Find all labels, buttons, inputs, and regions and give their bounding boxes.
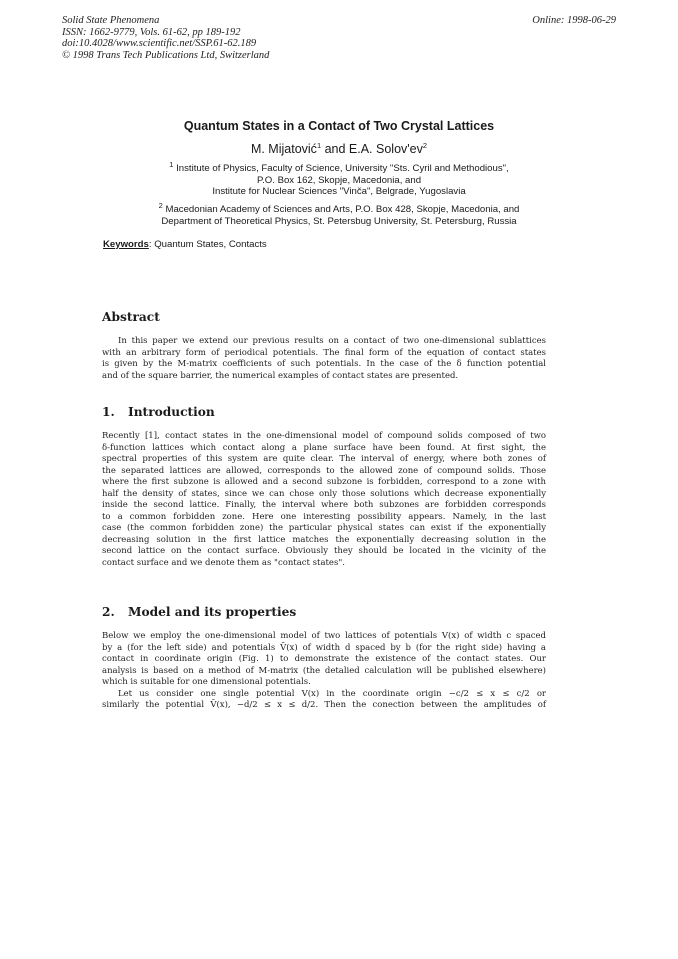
author-1: M. Mijatović — [250, 142, 317, 156]
issn-line: ISSN: 1662-9779, Vols. 61-62, pp 189-192 — [62, 26, 241, 38]
text-line: In this paper we extend our previous results on a contact of two one-dimensional sublattices — [118, 336, 546, 346]
section-number: 2. — [102, 605, 115, 619]
affiliation-1-line: Institute for Nuclear Sciences "Vinča", Belgrade, Yugoslavia — [212, 186, 466, 198]
text-line: inside the second lattice. Finally, the interval where both subzones are forbidden corresponds — [102, 500, 546, 510]
affiliation-1 — [0, 159, 678, 198]
text-line: contact surface and we denote them as "contact states". — [102, 557, 345, 568]
affiliation-2-line: Department of Theoretical Physics, St. Petersbug University, St. Petersburg, Russia — [161, 215, 517, 227]
section-title: Introduction — [128, 405, 215, 419]
text-line: spectral properties of this system are quite clear. The interval of energy, where both zones of — [102, 454, 546, 464]
online-date: Online: 1998-06-29 — [532, 15, 616, 26]
text-line: half the density of states, since we can chose only those solutions which decrease exponentially — [102, 488, 546, 499]
text-line: with an arbitrary form of periodical potentials. The final form of the equation of contact states — [102, 347, 546, 358]
section-number: 1. — [102, 405, 115, 419]
affiliation-1-line: Institute of Physics, Faculty of Science, University "Sts. Cyril and Methodious", — [173, 163, 509, 174]
text-line: is given by the M-matrix coefficients of such potentials. In the case of the δ function potential — [102, 359, 546, 369]
text-line: the separated lattices are allowed, corresponds to the allowed zone of compound solids. Those — [102, 465, 546, 476]
abstract-heading: Abstract — [102, 310, 160, 324]
model-body — [102, 631, 546, 712]
abstract-body — [102, 336, 546, 382]
author-1-affil-mark: 1 — [316, 140, 322, 150]
introduction-body — [102, 431, 546, 569]
affiliation-2 — [0, 200, 678, 227]
text-line: analysis is based on a method of M-matrix (the detalied calculation will be published elsewhere) — [102, 665, 546, 676]
text-line: Recently [1], contact states in the one-dimensional model of compound solids composed of two — [102, 431, 546, 441]
journal-header — [62, 15, 269, 61]
text-line: which is suitable for one dimensional potentials. — [102, 677, 311, 687]
doi-line: doi:10.4028/www.scientific.net/SSP.61-62.189 — [62, 38, 257, 50]
journal-name: Solid State Phenomena — [62, 15, 160, 26]
text-line: where the first subzone is allowed and a second subzone is forbidden, correspond to a zone with — [102, 477, 546, 487]
introduction-heading — [102, 405, 215, 419]
author-2: and E.A. Solov'ev — [321, 142, 423, 156]
model-heading — [102, 605, 296, 619]
keywords — [103, 239, 267, 250]
paper-title: Quantum States in a Contact of Two Crystal Lattices — [183, 119, 495, 133]
text-line: second lattice on the contact surface. Obviously they should be located in the vicinity of the — [102, 546, 546, 556]
text-line: contact in coordinate origin (Fig. 1) to demonstrate the existence of the contact states. Our — [102, 654, 546, 664]
keywords-text: : Quantum States, Contacts — [148, 239, 267, 250]
text-line: δ-function lattices which contact along a plane surface have been found. At first sight, the — [102, 442, 546, 453]
author-line — [0, 142, 678, 156]
text-line: decreasing solution in the first lattice matches the exponentially decreasing solution in the — [102, 534, 546, 545]
text-line: case (the common forbidden zone) the particular physical states can exist if the exponentially — [102, 523, 546, 533]
text-line: Let us consider one single potential V(x) in the coordinate origin −c/2 ≤ x ≤ c/2 or — [118, 688, 546, 699]
text-line: by a (for the left side) and potentials V̄(x) of width d spaced by b (for the right side) having a — [102, 642, 546, 653]
text-line: and of the square barrier, the numerical examples of contact states are presented. — [102, 370, 459, 381]
section-title: Model and its properties — [128, 605, 297, 619]
affiliation-1-mark: 1 — [169, 159, 174, 169]
keywords-label: Keywords — [103, 239, 149, 250]
affiliation-2-mark: 2 — [158, 200, 163, 210]
affiliation-1-line: P.O. Box 162, Skopje, Macedonia, and — [256, 174, 422, 186]
affiliation-2-line: Macedonian Academy of Sciences and Arts, P.O. Box 428, Skopje, Macedonia, and — [162, 204, 520, 215]
text-line: similarly the potential V̄(x), −d/2 ≤ x ≤ d/2. Then the conection between the amplitudes of — [102, 700, 546, 710]
text-line: to a common forbidden zone. Here one interesting possibility appears. Namely, in the last — [102, 511, 546, 522]
copyright-line: © 1998 Trans Tech Publications Ltd, Switzerland — [62, 49, 270, 61]
author-2-affil-mark: 2 — [422, 140, 428, 150]
text-line: Below we employ the one-dimensional model of two lattices of potentials V(x) of width c spaced — [102, 631, 546, 641]
